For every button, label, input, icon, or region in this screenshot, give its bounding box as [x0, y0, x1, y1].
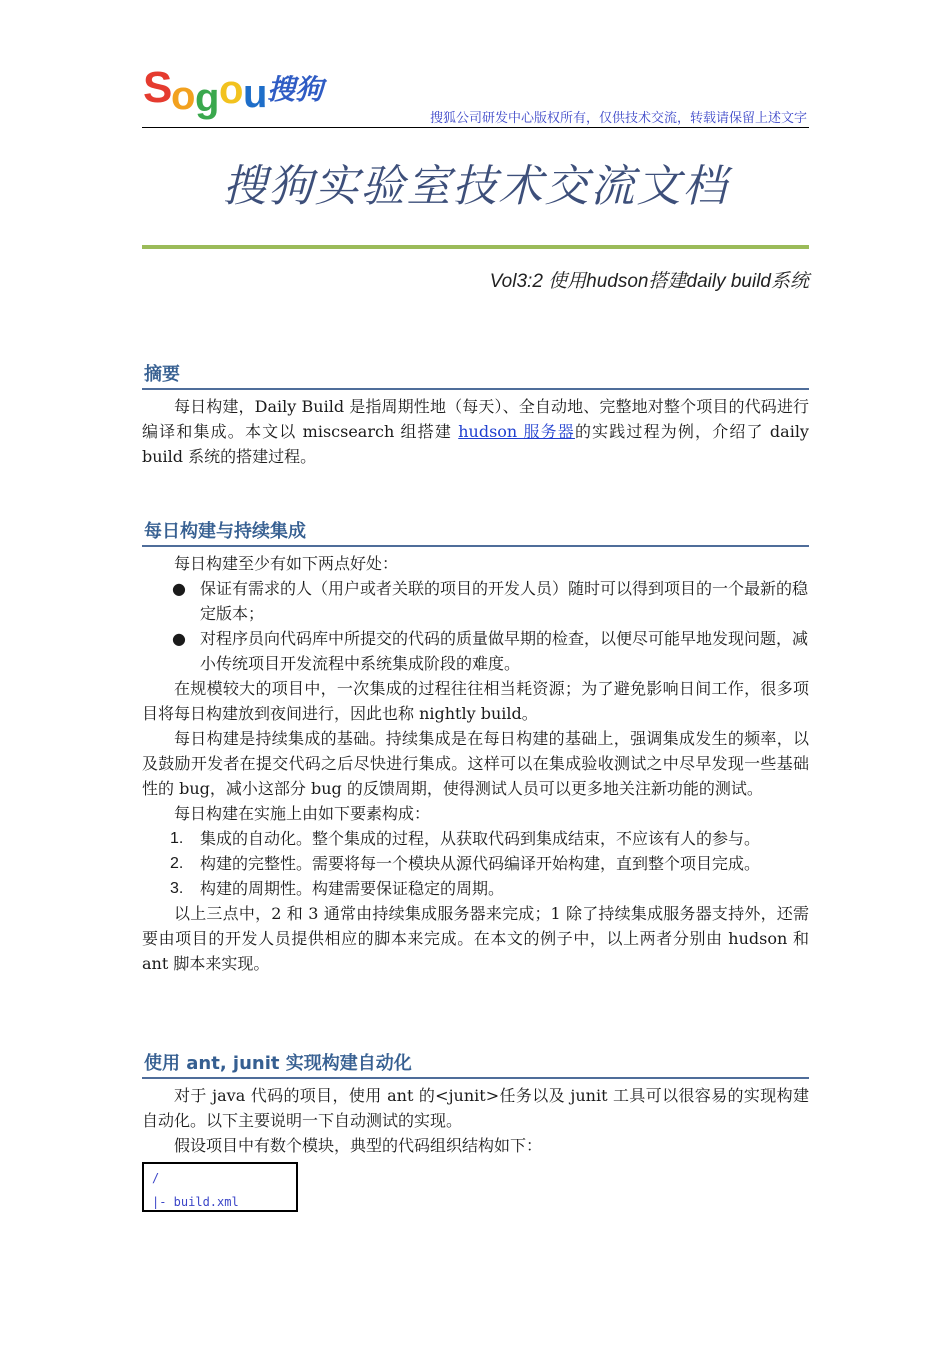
list-item-text: 集成的自动化。整个集成的过程，从获取代码到集成结束，不应该有人的参与。	[200, 829, 761, 848]
paragraph: 以上三点中，2 和 3 通常由持续集成服务器来完成；1 除了持续集成服务器支持外，还需要由项目的开发人员提供相应的脚本来完成。在本文的例子中，以上两者分别由 hudson 和 ant 脚本来实现。	[142, 904, 809, 973]
list-item-text: 构建的周期性。构建需要保证稳定的周期。	[200, 879, 505, 898]
title-rule	[142, 245, 809, 249]
paragraph: 对于 java 代码的项目，使用 ant 的<junit>任务以及 junit 工具可以很容易的实现构建自动化。以下主要说明一下自动测试的实现。	[142, 1086, 809, 1130]
code-block	[142, 1162, 298, 1212]
copyright-notice: 搜狐公司研发中心版权所有，仅供技术交流，转载请保留上述文字	[429, 111, 807, 126]
logo-letter: g	[195, 76, 220, 120]
code-line: |- build.xml	[152, 1195, 239, 1209]
document-subtitle: Vol3:2 使用hudson搭建daily build系统	[489, 271, 809, 292]
abstract-paragraph	[142, 394, 809, 469]
list-item	[142, 626, 809, 676]
section-daily-build	[142, 519, 809, 976]
paragraph: 每日构建至少有如下两点好处：	[174, 554, 399, 573]
paragraph: 在规模较大的项目中，一次集成的过程往往相当耗资源；为了避免影响日间工作，很多项目将每日构建放到夜间进行，因此也称 nightly build。	[142, 679, 809, 723]
logo-letter: S	[143, 63, 173, 112]
sogou-logo	[143, 63, 333, 120]
header-rule	[142, 127, 809, 128]
section-ant-junit	[142, 1051, 809, 1212]
list-number: 2.	[170, 855, 184, 872]
list-item-text: 保证有需求的人（用户或者关联的项目的开发人员）随时可以得到项目的一个最新的稳定版本；	[200, 579, 809, 623]
paragraph: 假设项目中有数个模块，典型的代码组织结构如下：	[174, 1136, 543, 1155]
paragraph: 每日构建是持续集成的基础。持续集成是在每日构建的基础上，强调集成发生的频率，以及鼓励开发者在提交代码之后尽快进行集成。这样可以在集成验收测试之中尽早发现一些基础性的 bug，减小这部分 bug 的反馈周期，使得测试人员可以更多地关注新功能的测试。	[142, 729, 809, 798]
list-number: 1.	[170, 830, 184, 847]
logo-chinese: 搜狗	[267, 74, 324, 105]
abstract-text: 的实践过程为例，介绍了 daily build 系统的搭建过程。	[142, 422, 809, 466]
benefit-list	[142, 576, 809, 676]
section-heading: 使用 ant, junit 实现构建自动化	[142, 1051, 809, 1079]
abstract-text: 每日构建，Daily Build 是指周期性地（每天）、全自动地、完整地对整个项目的代码进行编译和集成。本文以 miscsearch 组搭建	[142, 397, 809, 441]
code-line: /	[152, 1171, 160, 1185]
section-heading: 摘要	[142, 362, 809, 390]
bullet-icon: ●	[172, 579, 186, 598]
element-list	[142, 826, 809, 901]
list-item	[142, 876, 809, 901]
section-heading: 每日构建与持续集成	[142, 519, 809, 547]
paragraph: 每日构建在实施上由如下要素构成：	[174, 804, 431, 823]
list-item	[142, 826, 809, 851]
list-item	[142, 851, 809, 876]
logo-letter: o	[219, 68, 244, 112]
hudson-server-link[interactable]: hudson 服务器	[458, 422, 575, 441]
list-item-text: 对程序员向代码库中所提交的代码的质量做早期的检查，以便尽可能早地发现问题，减小传统项目开发流程中系统集成阶段的难度。	[200, 629, 809, 673]
list-item-text: 构建的完整性。需要将每一个模块从源代码编译开始构建，直到整个项目完成。	[200, 854, 761, 873]
section-abstract	[142, 362, 809, 469]
logo-letter: u	[243, 72, 268, 116]
bullet-icon: ●	[172, 629, 186, 648]
list-item	[142, 576, 809, 626]
document-title: 搜狗实验室技术交流文档	[222, 161, 729, 212]
logo-letter: o	[171, 74, 196, 118]
list-number: 3.	[170, 880, 184, 897]
